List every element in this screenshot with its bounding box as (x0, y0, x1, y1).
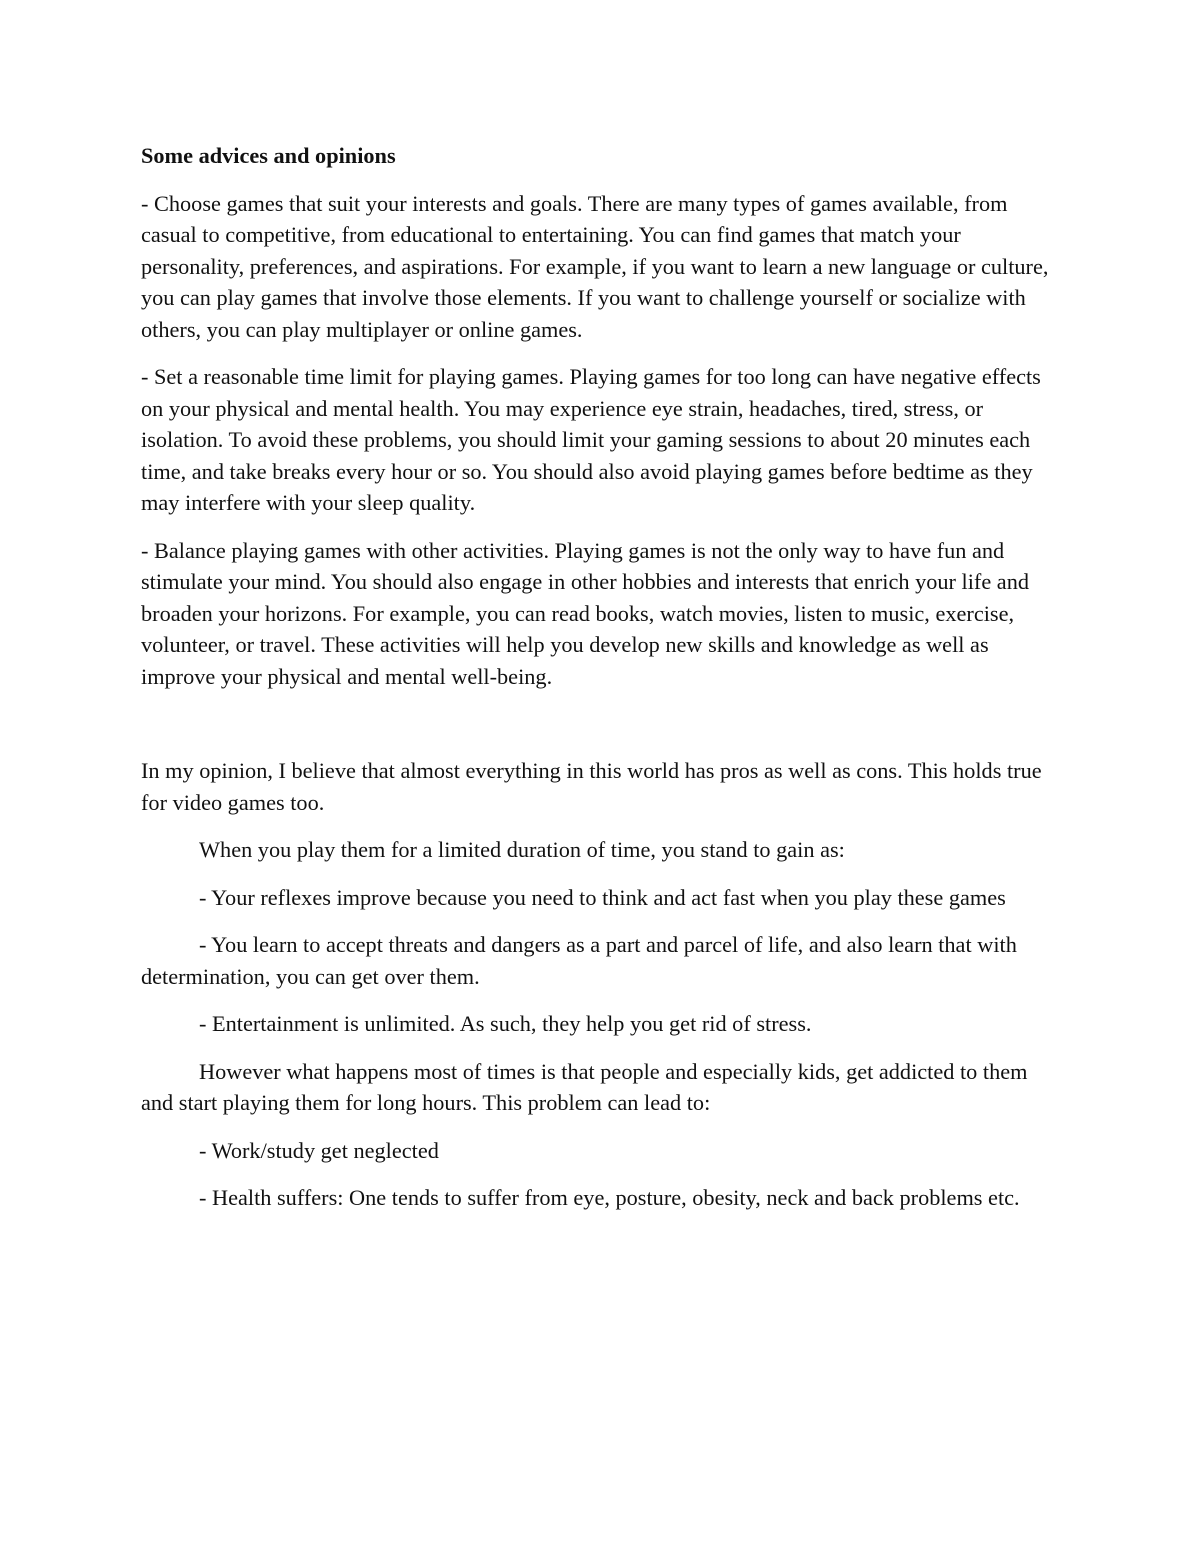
document-heading: Some advices and opinions (141, 143, 396, 168)
pros-intro-paragraph: When you play them for a limited duration of time, you stand to gain as: (199, 837, 845, 862)
document-page (141, 140, 1061, 1230)
pro-item-threats: - You learn to accept threats and dangers as a part and parcel of life, and also learn that with determination, you can get over them. (141, 932, 1017, 989)
advice-paragraph-choose-games: - Choose games that suit your interests and goals. There are many types of games available, from casual to competitive, from educational to entertaining. You can find games that match your personality, preferences, and aspirations. For example, if you want to learn a new language or culture, you can play games that involve those elements. If you want to challenge yourself or socialize with others, you can play multiplayer or online games. (141, 190, 1049, 342)
cons-intro-paragraph: However what happens most of times is that people and especially kids, get addicted to them and start playing them for long hours. This problem can lead to: (141, 1058, 1028, 1115)
pro-item-entertainment: - Entertainment is unlimited. As such, they help you get rid of stress. (199, 1011, 812, 1036)
pro-item-reflexes: - Your reflexes improve because you need to think and act fast when you play these games (199, 884, 1006, 910)
section-spacer (141, 708, 1061, 755)
advice-paragraph-time-limit: - Set a reasonable time limit for playing games. Playing games for too long can have negative effects on your physical and mental health. You may experience eye strain, headaches, tired, stress, or isolation. To avoid these problems, you should limit your gaming sessions to about 20 minutes each time, and take breaks every hour or so. You should also avoid playing games before bedtime as they may interfere with your sleep quality. (141, 364, 1041, 515)
con-item-health: - Health suffers: One tends to suffer from eye, posture, obesity, neck and back problems etc. (199, 1185, 1020, 1210)
advice-paragraph-balance: - Balance playing games with other activities. Playing games is not the only way to have fun and stimulate your mind. You should also engage in other hobbies and interests that enrich your life and broaden your horizons. For example, you can read books, watch movies, listen to music, exercise, volunteer, or travel. These activities will help you develop new skills and knowledge as well as improve your physical and mental well-being. (141, 537, 1029, 689)
opinion-intro-paragraph: In my opinion, I believe that almost everything in this world has pros as well as cons. This holds true for video games too. (141, 758, 1042, 815)
con-item-work-study: - Work/study get neglected (199, 1137, 439, 1163)
